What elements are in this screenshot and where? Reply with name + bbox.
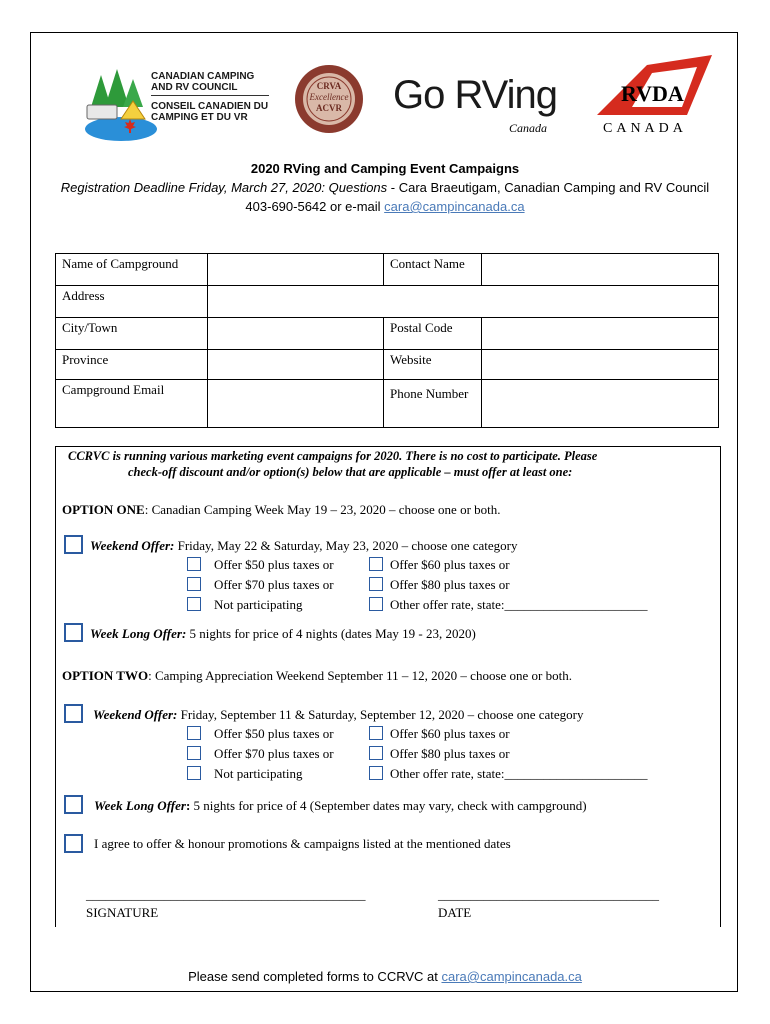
opt2-weeklong-colon: : xyxy=(185,798,191,813)
opt2-offer70-label: Offer $70 plus taxes or xyxy=(214,746,334,761)
signature-line[interactable]: ___________________________________________ xyxy=(86,887,366,902)
intro-line: check-off discount and/or option(s) below that are applicable – must offer at least one: xyxy=(128,465,573,479)
intro-line: CCRVC is running various marketing event campaigns for 2020. There is no cost to participate. Please xyxy=(68,449,598,463)
opt2-offer80-label: Offer $80 plus taxes or xyxy=(390,746,510,761)
option-one-label: OPTION ONE xyxy=(62,502,145,517)
opt2-not-participating-checkbox[interactable] xyxy=(187,766,201,780)
date-label: DATE xyxy=(438,905,472,920)
opt2-offer60-checkbox[interactable] xyxy=(369,726,383,740)
option-two-text: : Camping Appreciation Weekend September 11 – 12, 2020 – choose one or both. xyxy=(148,668,572,683)
label-name-of-campground: Name of Campground xyxy=(56,254,208,286)
opt2-offer80-checkbox[interactable] xyxy=(369,746,383,760)
acvr-acronym: ACVR xyxy=(316,103,342,113)
opt2-offer50-checkbox[interactable] xyxy=(187,726,201,740)
field-city-town[interactable] xyxy=(208,318,384,350)
opt2-weekend-line xyxy=(93,707,584,723)
header-email-link[interactable]: cara@campincanada.ca xyxy=(384,199,525,214)
opt2-weekend-checkbox[interactable] xyxy=(64,704,83,723)
field-website[interactable] xyxy=(482,350,719,380)
maple-leaf-icon xyxy=(123,119,137,133)
option-two-heading xyxy=(62,668,572,684)
signature-label: SIGNATURE xyxy=(86,905,159,920)
option-one-heading xyxy=(62,502,501,518)
opt2-offer70-checkbox[interactable] xyxy=(187,746,201,760)
go-rving-logo xyxy=(393,73,593,153)
opt2-weekend-text: Friday, September 11 & Saturday, September 12, 2020 – choose one category xyxy=(177,707,584,722)
label-postal-code: Postal Code xyxy=(384,318,482,350)
label-contact-name: Contact Name xyxy=(384,254,482,286)
date-line[interactable]: __________________________________ xyxy=(438,887,659,902)
agree-checkbox[interactable] xyxy=(64,834,83,853)
opt1-weeklong-text: 5 nights for price of 4 nights (dates May 19 - 23, 2020) xyxy=(186,626,476,641)
go-rving-canada: Canada xyxy=(509,121,548,135)
contact-line xyxy=(31,199,739,214)
footer-email-link[interactable]: cara@campincanada.ca xyxy=(441,969,582,984)
opt1-offer60-label: Offer $60 plus taxes or xyxy=(390,557,510,572)
opt1-not-participating-checkbox[interactable] xyxy=(187,597,201,611)
opt2-offer60-label: Offer $60 plus taxes or xyxy=(390,726,510,741)
campground-info-table xyxy=(55,253,719,428)
rvda-canada: CANADA xyxy=(603,121,687,136)
label-address: Address xyxy=(56,286,208,318)
footer-text: Please send completed forms to CCRVC at xyxy=(188,969,442,984)
opt2-weeklong-line xyxy=(94,798,587,814)
opt2-other-rate-checkbox[interactable] xyxy=(369,766,383,780)
opt2-not-participating-label: Not participating xyxy=(214,766,303,781)
opt2-weeklong-label: Week Long Offer xyxy=(94,798,186,813)
crva-seal xyxy=(293,63,365,135)
ccrc-name-line: AND RV COUNCIL xyxy=(151,82,238,93)
ccrc-name-line: CANADIAN CAMPING xyxy=(151,71,255,82)
phone-text: 403-690-5642 or e-mail xyxy=(245,199,385,214)
opt2-weeklong-text: 5 nights for price of 4 (September dates may vary, check with campground) xyxy=(190,798,587,813)
deadline-line xyxy=(31,180,739,195)
opt1-offer60-checkbox[interactable] xyxy=(369,557,383,571)
opt1-weekend-checkbox[interactable] xyxy=(64,535,83,554)
opt1-weeklong-label: Week Long Offer: xyxy=(90,626,187,641)
rvda-wordmark: RVDA xyxy=(621,81,684,106)
label-city-town: City/Town xyxy=(56,318,208,350)
crva-excellence: Excellence xyxy=(309,92,349,102)
field-phone-number[interactable] xyxy=(482,380,719,428)
label-website: Website xyxy=(384,350,482,380)
opt1-offer70-label: Offer $70 plus taxes or xyxy=(214,577,334,592)
opt2-weeklong-checkbox[interactable] xyxy=(64,795,83,814)
deadline-text: Registration Deadline Friday, March 27, 2020: Questions xyxy=(60,180,388,195)
opt1-offer80-checkbox[interactable] xyxy=(369,577,383,591)
campaign-section xyxy=(55,446,721,927)
field-contact-name[interactable] xyxy=(482,254,719,286)
opt1-offer70-checkbox[interactable] xyxy=(187,577,201,591)
page-title: 2020 RVing and Camping Event Campaigns xyxy=(250,161,520,176)
opt2-offer50-label: Offer $50 plus taxes or xyxy=(214,726,334,741)
ccrc-french-line: CONSEIL CANADIEN DU xyxy=(151,101,269,112)
opt1-not-participating-label: Not participating xyxy=(214,597,303,612)
option-one-text: : Canadian Camping Week May 19 – 23, 2020 – choose one or both. xyxy=(144,502,501,517)
field-province[interactable] xyxy=(208,350,384,380)
field-postal-code[interactable] xyxy=(482,318,719,350)
footer-line xyxy=(31,969,739,984)
field-address[interactable] xyxy=(208,286,719,318)
opt1-weekend-label: Weekend Offer: xyxy=(90,538,175,553)
questions-contact: - Cara Braeutigam, Canadian Camping and RV Council xyxy=(387,180,710,195)
option-two-label: OPTION TWO xyxy=(62,668,149,683)
label-province: Province xyxy=(56,350,208,380)
ccrc-french-line: CAMPING ET DU VR xyxy=(151,112,248,123)
opt1-weekend-line xyxy=(90,538,517,554)
opt1-offer50-label: Offer $50 plus taxes or xyxy=(214,557,334,572)
label-phone-number: Phone Number xyxy=(384,380,482,428)
opt1-weeklong-checkbox[interactable] xyxy=(64,623,83,642)
label-campground-email: Campground Email xyxy=(56,380,208,428)
rvda-logo xyxy=(587,55,717,140)
opt1-offer80-label: Offer $80 plus taxes or xyxy=(390,577,510,592)
opt2-weekend-label: Weekend Offer: xyxy=(93,707,178,722)
agree-label: I agree to offer & honour promotions & campaigns listed at the mentioned dates xyxy=(94,836,511,851)
opt2-other-rate-label: Other offer rate, state:______________________ xyxy=(390,766,648,781)
ccrc-logo xyxy=(81,63,301,173)
opt1-offer50-checkbox[interactable] xyxy=(187,557,201,571)
field-campground-email[interactable] xyxy=(208,380,384,428)
crva-acronym: CRVA xyxy=(316,81,342,91)
go-rving-wordmark: Go RVing xyxy=(393,73,557,117)
opt1-weeklong-line xyxy=(90,626,476,642)
form-page xyxy=(30,32,738,992)
opt1-other-rate-checkbox[interactable] xyxy=(369,597,383,611)
field-name-of-campground[interactable] xyxy=(208,254,384,286)
opt1-weekend-text: Friday, May 22 & Saturday, May 23, 2020 – choose one category xyxy=(174,538,518,553)
opt1-other-rate-label: Other offer rate, state:______________________ xyxy=(390,597,648,612)
